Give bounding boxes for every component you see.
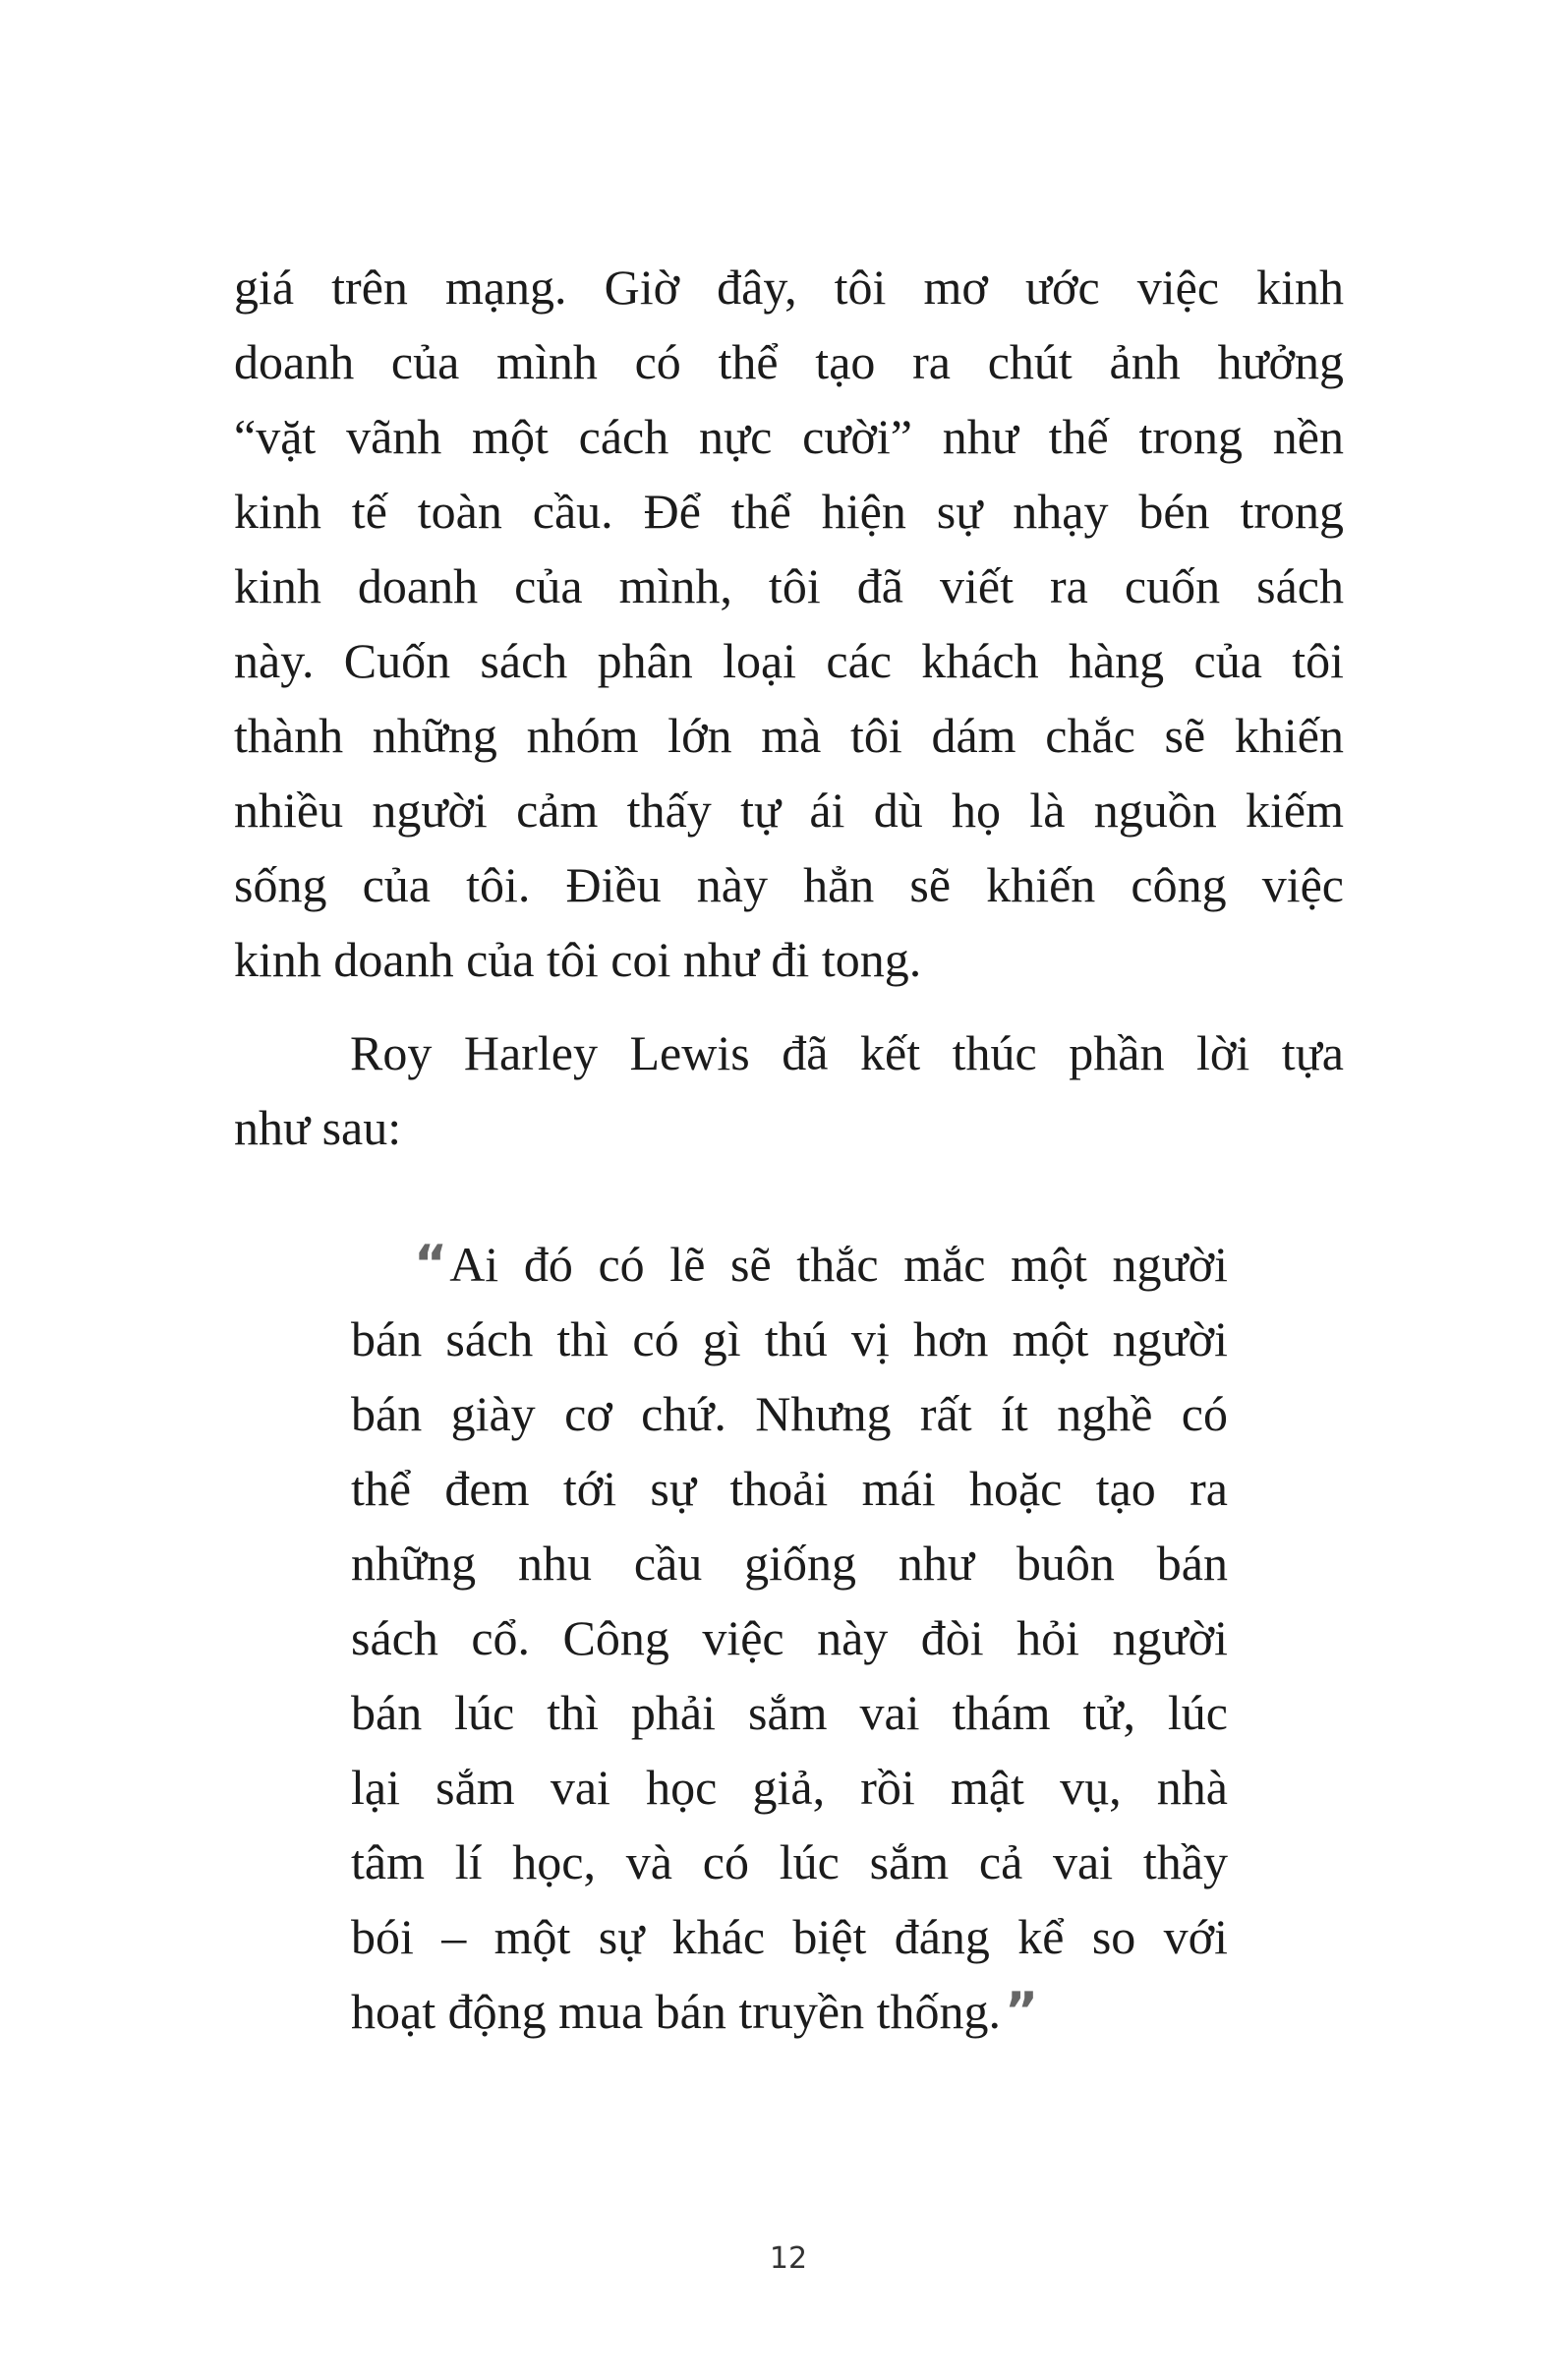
text-line: thể đem tới sự thoải mái hoặc tạo ra [351, 1461, 1228, 1516]
text-line: kinh tế toàn cầu. Để thể hiện sự nhạy bén trong [234, 484, 1344, 539]
text-line: doanh của mình có thể tạo ra chút ảnh hưởng [234, 334, 1344, 389]
text-line: bán giày cơ chứ. Nhưng rất ít nghề có [351, 1386, 1228, 1441]
text-line: bán sách thì có gì thú vị hơn một người [351, 1311, 1228, 1366]
text-line: kinh doanh của tôi coi như đi tong. [234, 932, 922, 987]
block-quote [351, 1227, 1228, 2049]
body-paragraph-2 [234, 1016, 1344, 1165]
body-paragraph-1 [234, 250, 1344, 997]
text-line [351, 1974, 1228, 2049]
text-line: sách cổ. Công việc này đòi hỏi người [351, 1610, 1228, 1665]
text-line: nhiều người cảm thấy tự ái dù họ là nguồn kiếm [234, 783, 1344, 838]
text-line: như sau: [234, 1100, 402, 1155]
open-quote-icon: “ [414, 1235, 442, 1294]
text-line: lại sắm vai học giả, rồi mật vụ, nhà [351, 1760, 1228, 1815]
text-line: sống của tôi. Điều này hẳn sẽ khiến công việc [234, 857, 1344, 912]
text-line: Roy Harley Lewis đã kết thúc phần lời tựa [350, 1025, 1344, 1080]
text-line: những nhu cầu giống như buôn bán [351, 1536, 1228, 1591]
text-line: tâm lí học, và có lúc sắm cả vai thầy [351, 1834, 1228, 1889]
page-number: 12 [769, 2241, 808, 2276]
close-quote-icon: ” [1005, 1982, 1033, 2041]
text-line: giá trên mạng. Giờ đây, tôi mơ ước việc kinh [234, 260, 1344, 315]
text-line [351, 1227, 1228, 1302]
text-line: bói – một sự khác biệt đáng kể so với [351, 1909, 1228, 1964]
text-line: bán lúc thì phải sắm vai thám tử, lúc [351, 1685, 1228, 1740]
quote-text: hoạt động mua bán truyền thống. [351, 1984, 1001, 2039]
text-line: thành những nhóm lớn mà tôi dám chắc sẽ khiến [234, 708, 1344, 763]
text-line: này. Cuốn sách phân loại các khách hàng của tôi [234, 633, 1344, 688]
text-line: “vặt vãnh một cách nực cười” như thế trong nền [234, 409, 1344, 464]
quote-text: Ai đó có lẽ sẽ thắc mắc một người [449, 1237, 1228, 1292]
text-line: kinh doanh của mình, tôi đã viết ra cuốn sách [234, 558, 1344, 613]
